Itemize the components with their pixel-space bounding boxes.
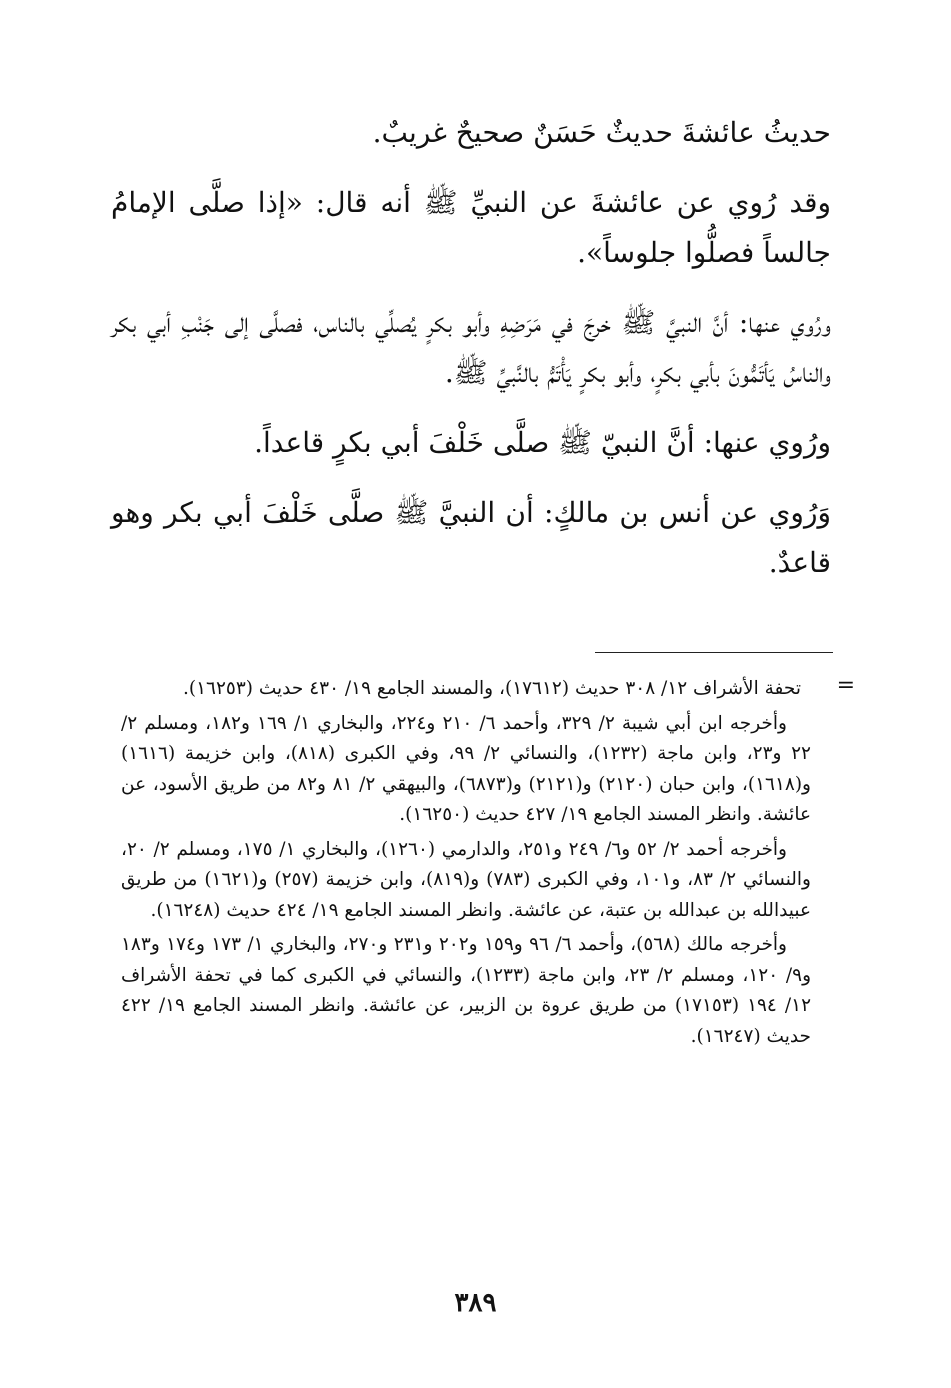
main-paragraph: وَرُوي عن أنس بن مالكٍ: أن النبيَّ ﷺ صلَّى خَلْفَ أبي بكر وهو قاعدٌ. bbox=[111, 496, 831, 579]
main-paragraph: وقد رُوي عن عائشةَ عن النبيِّ ﷺ أنه قال: «إذا صلَّى الإمامُ جالساً فصلُّوا جلوساً». bbox=[111, 186, 831, 269]
footnote-separator bbox=[595, 652, 833, 653]
main-paragraph: حديثُ عائشةَ حديثٌ حَسَنٌ صحيحٌ غريبٌ. bbox=[372, 116, 831, 149]
footnotes bbox=[121, 674, 811, 1052]
main-paragraph: ورُوي عنها: أنَّ النبيَّ ﷺ خرجَ في مَرَضِهِ وأبو بكرٍ يُصلِّي بالناس، فصلَّى إلى جَنْبِ أبي بكر والناسُ يَأتَمُّونَ بأبي بكرٍ، وأبو بكرٍ يَأْتَمُّ بالنَّبيِّ ﷺ. bbox=[111, 306, 831, 389]
page-number: ٣٨٩ bbox=[454, 1288, 497, 1318]
footnote-paragraph: وأخرجه مالك (٥٦٨)، وأحمد ٦/ ٩٦ و١٥٩ و٢٠٢ و٢٣١ و٢٧٠، والبخاري ١/ ١٧٣ و١٧٤ و١٨٣ و٩/ ١٢٠، ومسلم ٢/ ٢٣، وابن ماجة (١٢٣٣)، والنسائي في الكبرى كما في تحفة الأشراف ١٢/ ١٩٤ (١٧١٥٣) من طريق عروة بن الزبير، عن عائشة. وانظر المسند الجامع ١٩/ ٤٢٢ حديث (١٦٢٤٧). bbox=[121, 934, 812, 1047]
footnote-paragraph: وأخرجه ابن أبي شيبة ٢/ ٣٢٩، وأحمد ٦/ ٢١٠ و٢٢٤، والبخاري ١/ ١٦٩ و١٨٢، ومسلم ٢/ ٢٢ و٢٣، وابن ماجة (١٢٣٢)، والنسائي ٢/ ٩٩، وفي الكبرى (٨١٨)، وابن خزيمة (١٦١٦) و(١٦١٨)، وابن حبان (٢١٢٠) و(٢١٢١) و(٦٨٧٣)، والبيهقي ٢/ ٨١ و٨٢ من طريق الأسود، عن عائشة. وانظر المسند الجامع ١٩/ ٤٢٧ حديث (١٦٢٥٠). bbox=[121, 712, 811, 825]
main-paragraph: ورُوي عنها: أنَّ النبيّ ﷺ صلَّى خَلْفَ أبي بكرٍ قاعداً. bbox=[254, 426, 831, 459]
footnote-paragraph: وأخرجه أحمد ٢/ ٥٢ و٦/ ٢٤٩ و٢٥١، والدارمي (١٢٦٠)، والبخاري ١/ ١٧٥، ومسلم ٢/ ٢٠، والنسائي ٢/ ٨٣، و١٠١، وفي الكبرى (٧٨٣) و(٨١٩)، وابن خزيمة (٢٥٧) و(١٦٢١) من طريق عبيدالله بن عبدالله بن عتبة، عن عائشة. وانظر المسند الجامع ١٩/ ٤٢٤ حديث (١٦٢٤٨). bbox=[121, 838, 811, 921]
footnote-paragraph: تحفة الأشراف ١٢/ ٣٠٨ حديث (١٧٦١٢)، والمسند الجامع ١٩/ ٤٣٠ حديث (١٦٢٥٣). bbox=[182, 678, 801, 699]
main-text bbox=[111, 108, 831, 588]
footnote-continuation-mark: = bbox=[836, 673, 855, 698]
